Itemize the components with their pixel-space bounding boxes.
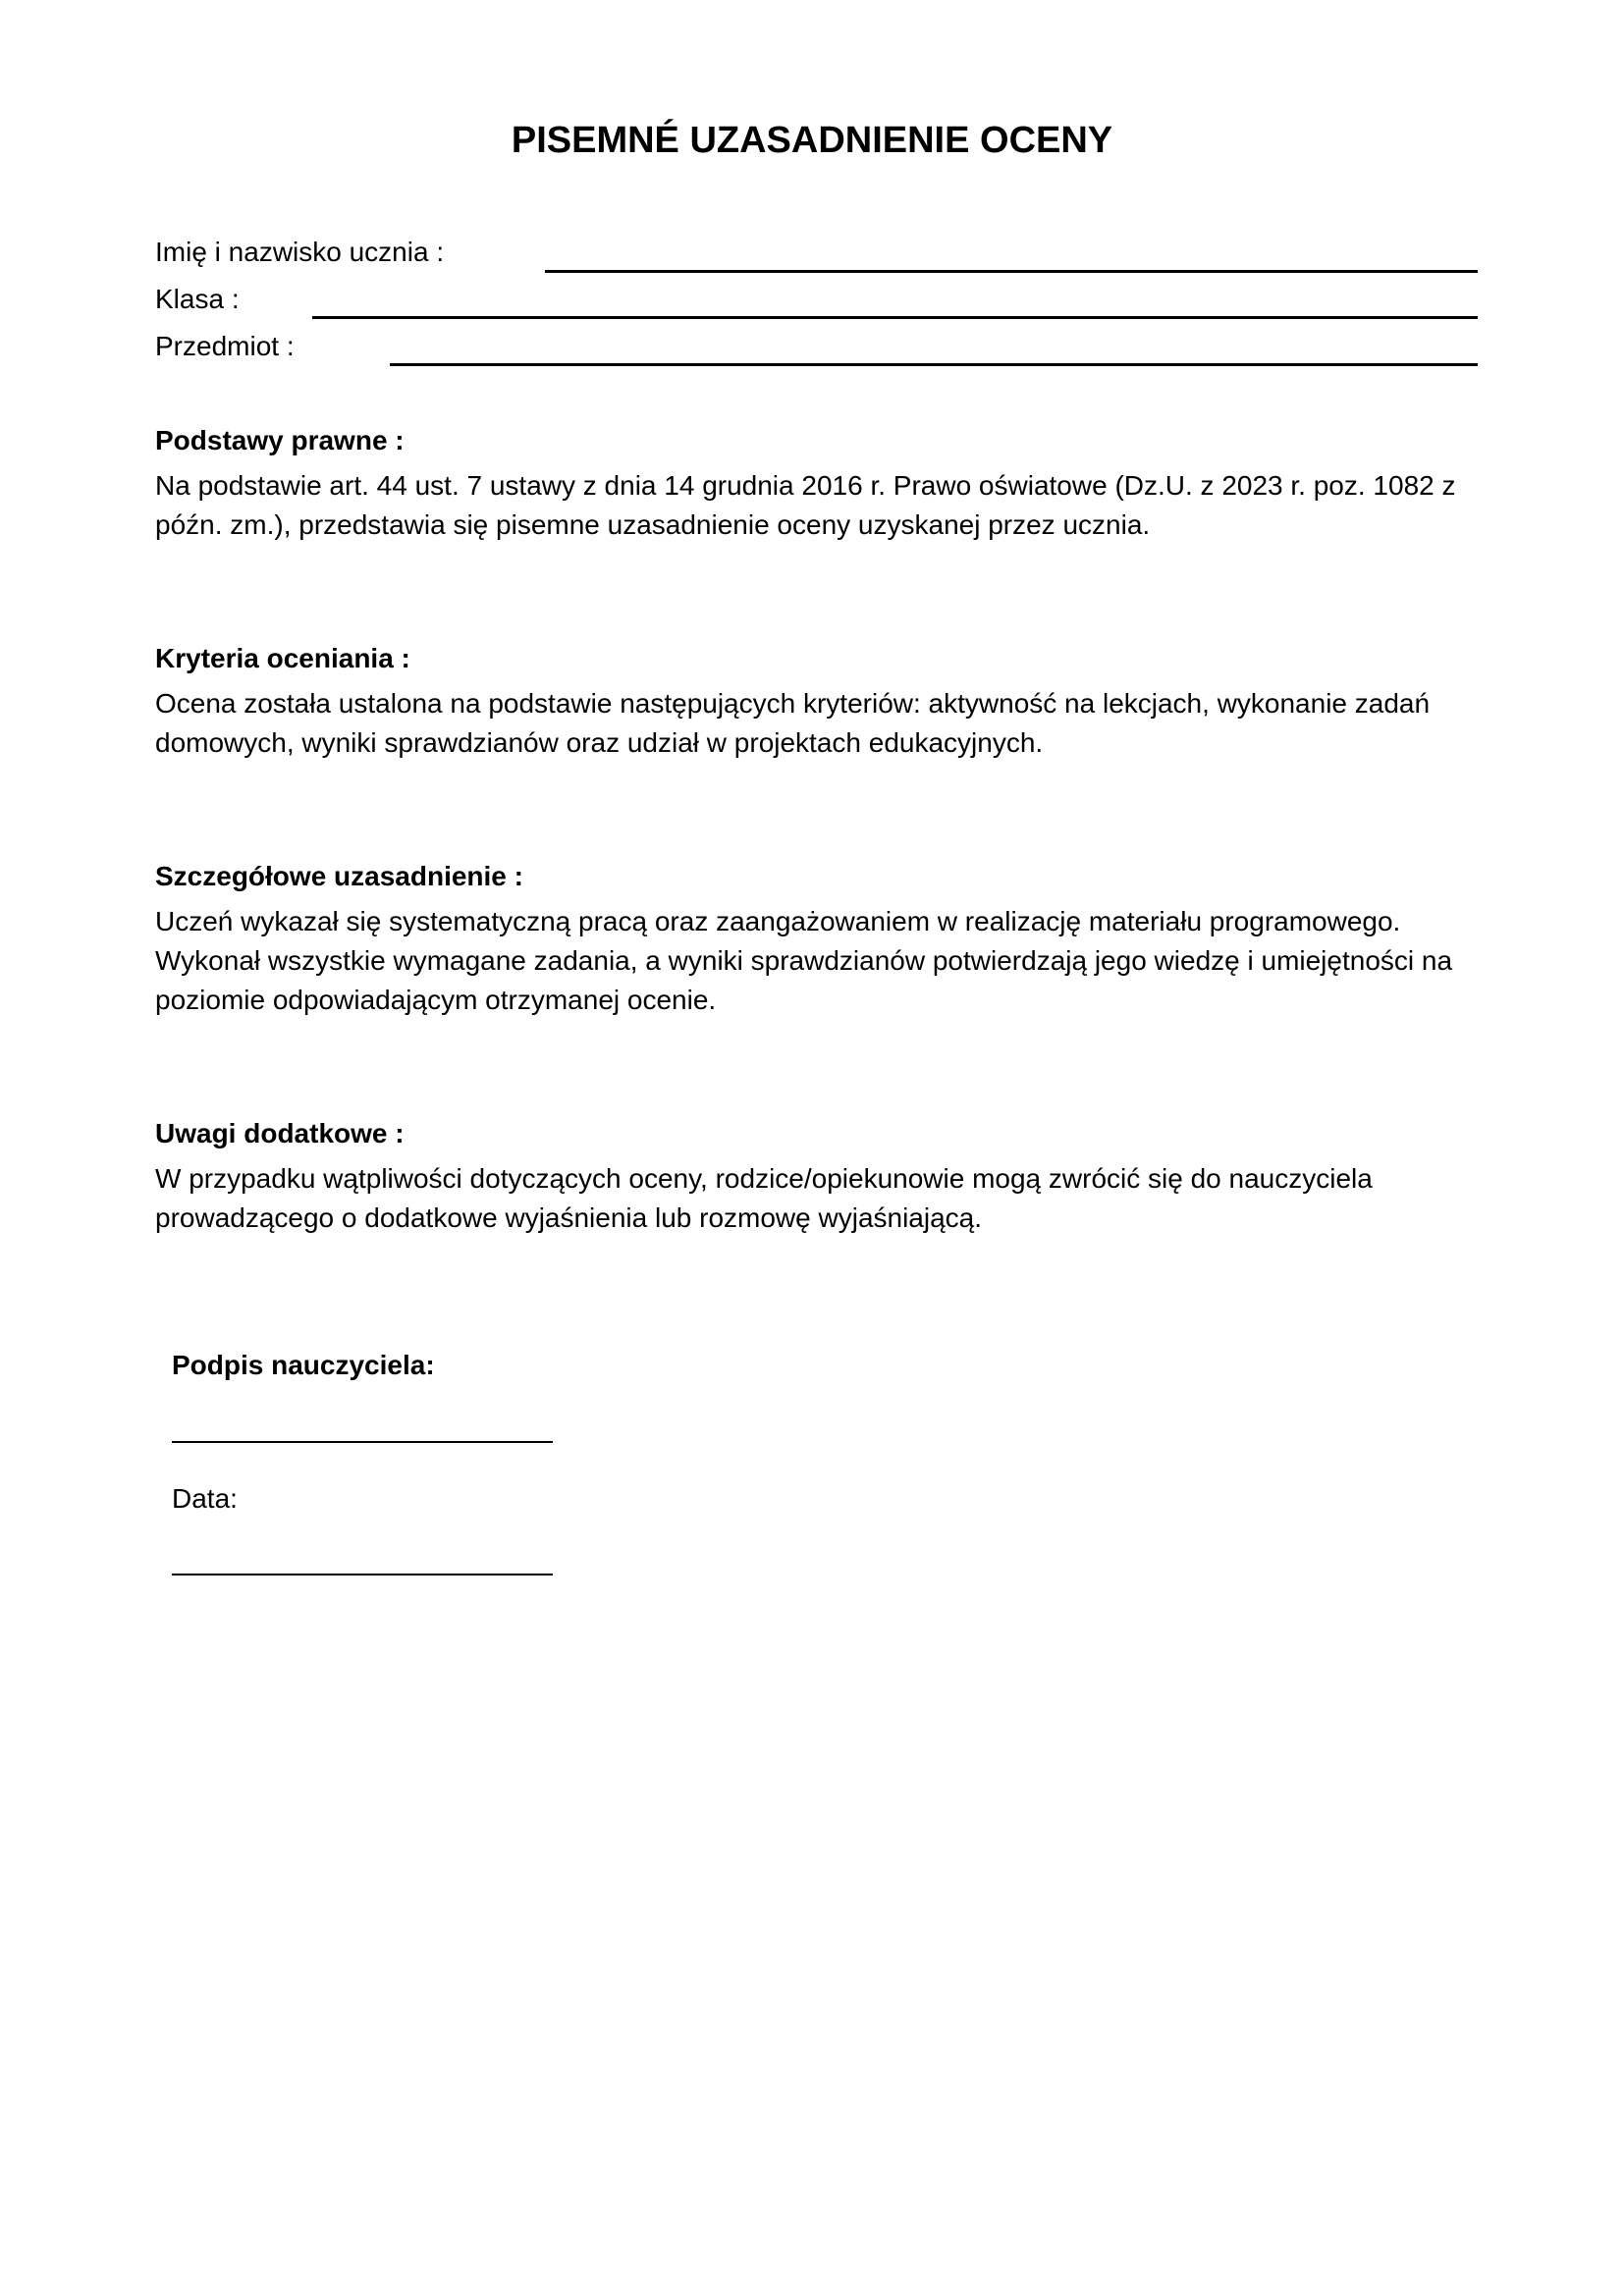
teacher-signature-line[interactable] bbox=[172, 1441, 553, 1443]
section-body-detailed-justification: Uczeń wykazał się systematyczną pracą oraz zaangażowaniem w realizację materiału programowego. Wykonał wszystkie wymagane zadania, a wyniki sprawdzianów potwierdzają jego wiedzę i umiejętności na poziomie odpowiadającym otrzymanej ocenie. bbox=[155, 906, 1453, 1015]
date-line[interactable] bbox=[172, 1574, 553, 1575]
section-heading-grading-criteria: Kryteria oceniania : bbox=[155, 643, 410, 673]
subject-line[interactable] bbox=[390, 363, 1478, 366]
teacher-signature-label: Podpis nauczyciela: bbox=[172, 1350, 435, 1380]
date-label: Data: bbox=[172, 1483, 238, 1514]
class-line[interactable] bbox=[312, 316, 1478, 319]
section-body-legal-basis: Na podstawie art. 44 ust. 7 ustawy z dnia 14 grudnia 2016 r. Prawo oświatowe (Dz.U. z 2023 r. poz. 1082 z późn. zm.), przedstawia się pisemne uzasadnienie oceny uzyskanej przez ucznia. bbox=[155, 470, 1456, 540]
document-title: PISEMNÉ UZASADNIENIE OCENY bbox=[511, 120, 1113, 161]
student-name-label: Imię i nazwisko ucznia : bbox=[155, 237, 445, 267]
section-body-additional-remarks: W przypadku wątpliwości dotyczących oceny, rodzice/opiekunowie mogą zwrócić się do nauczyciela prowadzącego o dodatkowe wyjaśnienia lub rozmowę wyjaśniającą. bbox=[155, 1163, 1373, 1233]
section-heading-additional-remarks: Uwagi dodatkowe : bbox=[155, 1118, 405, 1148]
class-label: Klasa : bbox=[155, 284, 240, 314]
section-heading-legal-basis: Podstawy prawne : bbox=[155, 425, 405, 455]
subject-label: Przedmiot : bbox=[155, 331, 295, 361]
student-name-line[interactable] bbox=[545, 270, 1478, 273]
section-body-grading-criteria: Ocena została ustalona na podstawie następujących kryteriów: aktywność na lekcjach, wykonanie zadań domowych, wyniki sprawdzianów oraz udział w projektach edukacyjnych. bbox=[155, 688, 1431, 758]
section-heading-detailed-justification: Szczegółowe uzasadnienie : bbox=[155, 861, 523, 891]
